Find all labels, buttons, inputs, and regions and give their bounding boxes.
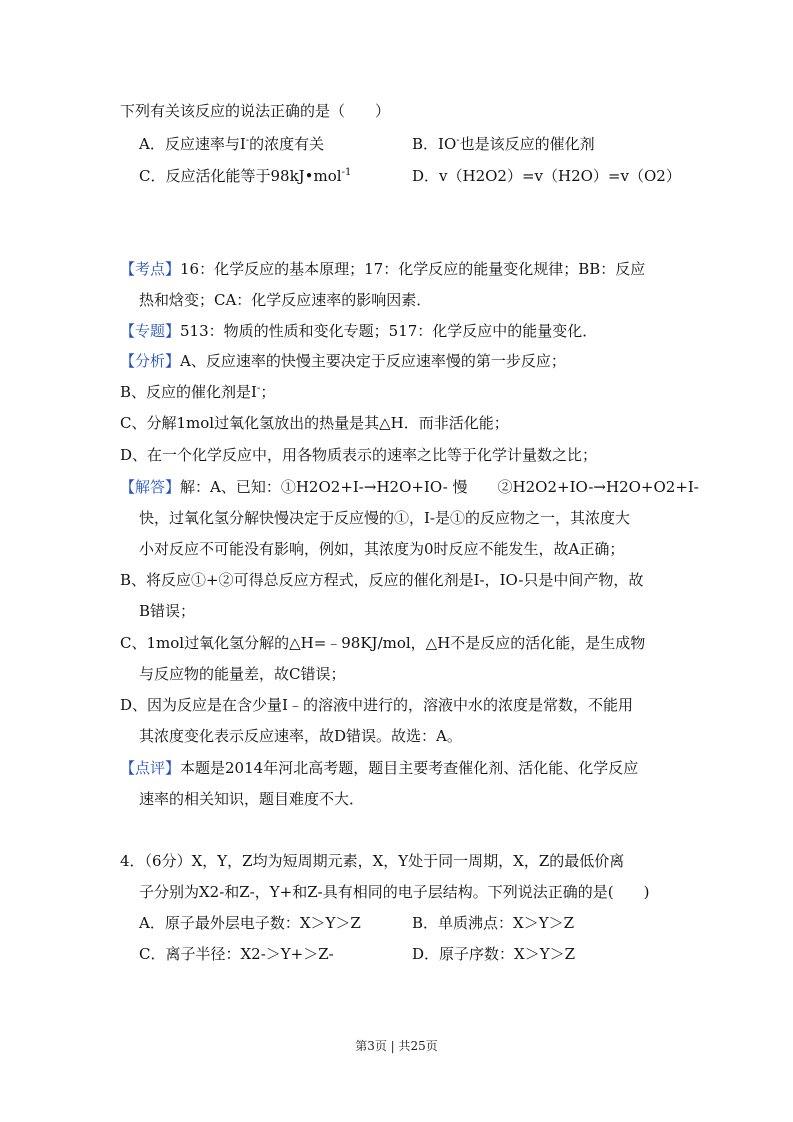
dianping-tag: 【点评】 [120, 759, 181, 777]
jieda-line5: B错误； [139, 602, 196, 620]
jieda-line1: 解：A、已知：①H2O2+I-→H2O+IO- 慢 ②H2O2+IO-→H2O+O2+I- [180, 478, 699, 496]
fenxi-c: C、分解1mol过氧化氢放出的热量是其△H．而非活化能； [120, 414, 509, 432]
jieda [120, 477, 699, 497]
fenxi-b-tail: ； [260, 383, 276, 401]
option-a-sup: - [245, 135, 250, 146]
zhuanti-tag: 【专题】 [120, 322, 181, 340]
q4-line1: 4．（6分）X，Y，Z均为短周期元素，X，Y处于同一周期，X，Z的最低价离 [120, 852, 625, 870]
jieda-line7: 与反应物的能量差，故C错误； [139, 665, 346, 683]
zhuanti [120, 321, 597, 341]
q4-option-c: C．离子半径：X2-＞Y+＞Z- [139, 945, 334, 963]
jieda-tag: 【解答】 [120, 478, 181, 496]
q4-option-d: D．原子序数：X＞Y＞Z [412, 945, 576, 963]
option-a-tail: 的浓度有关 [249, 135, 325, 153]
q4-line2: 子分别为X2-和Z-，Y+和Z-具有相同的电子层结构。下列说法正确的是( ) [139, 883, 650, 901]
question-intro: 下列有关该反应的说法正确的是（ ） [120, 102, 391, 120]
option-c-text: C．反应活化能等于98kJ•mol [139, 167, 342, 185]
q4-option-a: A．原子最外层电子数：X＞Y＞Z [139, 914, 361, 932]
option-b [412, 134, 595, 154]
kaodian-text1: 16：化学反应的基本原理；17：化学反应的能量变化规律；BB：反应 [180, 260, 646, 278]
jieda-line4: B、将反应①+②可得总反应方程式，反应的催化剂是I-，IO-只是中间产物，故 [120, 571, 644, 589]
option-a-text: A．反应速率与I [139, 135, 246, 153]
kaodian-text2: 热和焓变；CA：化学反应速率的影响因素． [139, 291, 432, 309]
fenxi-b-sup: - [256, 383, 261, 394]
fenxi-b-text: B、反应的催化剂是I [120, 383, 257, 401]
dianping-text1: 本题是2014年河北高考题，题目主要考查催化剂、活化能、化学反应 [180, 759, 639, 777]
fenxi-b [120, 382, 275, 402]
jieda-line6: C、1mol过氧化氢分解的△H=﹣98KJ/mol，△H不是反应的活化能，是生成物 [120, 634, 646, 652]
page-footer: 第3页 | 共25页 [355, 1039, 438, 1053]
kaodian [120, 259, 645, 279]
option-b-tail: 也是该反应的催化剂 [459, 135, 595, 153]
jieda-line8: D、因为反应是在含少量I﹣的溶液中进行的，溶液中水的浓度是常数，不能用 [120, 696, 633, 714]
fenxi-tag: 【分析】 [120, 352, 181, 370]
option-d: D．v（H2O2）=v（H2O）=v（O2） [412, 167, 681, 185]
fenxi-d: D、在一个化学反应中，用各物质表示的速率之比等于化学计量数之比； [120, 446, 598, 464]
option-a [139, 134, 324, 154]
kaodian-tag: 【考点】 [120, 260, 181, 278]
jieda-line3: 小对反应不可能没有影响，例如，其浓度为0时反应不能发生，故A正确； [139, 540, 625, 558]
dianping-text2: 速率的相关知识，题目难度不大． [139, 790, 365, 808]
option-c [139, 166, 351, 186]
jieda-line9: 其浓度变化表示反应速率，故D错误。故选：A。 [139, 727, 462, 745]
dianping [120, 758, 638, 778]
fenxi [120, 351, 566, 371]
option-b-text: B．IO [412, 135, 457, 153]
zhuanti-text: 513：物质的性质和变化专题；517：化学反应中的能量变化． [180, 322, 598, 340]
q4-option-b: B．单质沸点：X＞Y＞Z [412, 914, 575, 932]
option-c-sup: -1 [341, 167, 352, 178]
option-b-sup: - [456, 135, 460, 146]
fenxi-text: A、反应速率的快慢主要决定于反应速率慢的第一步反应； [180, 352, 566, 370]
jieda-line2: 快，过氧化氢分解快慢决定于反应慢的①，I-是①的反应物之一，其浓度大 [139, 509, 630, 527]
